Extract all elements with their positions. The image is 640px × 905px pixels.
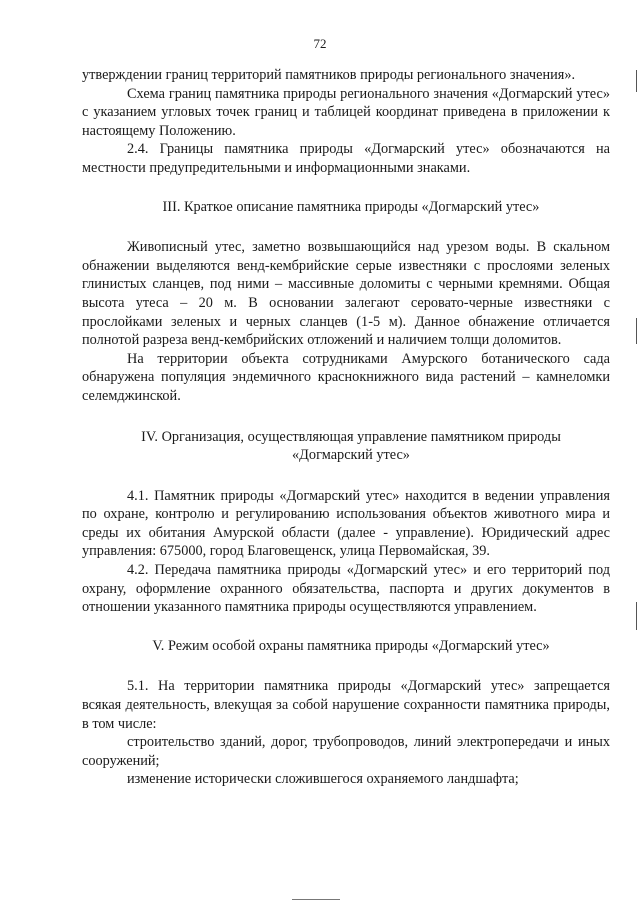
paragraph: На территории объекта сотрудниками Амурского ботанического сада обнаружена популяция эндемичного краснокнижного вида растений – камнеломки селемджинской. — [82, 350, 610, 404]
scan-edge-mark — [636, 70, 637, 92]
section-heading: V. Режим особой охраны памятника природы «Догмарский утес» — [152, 637, 550, 654]
paragraph: утверждении границ территорий памятников природы регионального значения». — [82, 67, 576, 83]
section-heading: III. Краткое описание памятника природы «Догмарский утес» — [162, 198, 540, 215]
paragraph: 5.1. На территории памятника природы «Догмарский утес» запрещается всякая деятельность, влекущая за собой нарушение сохранности памятника природы, в том числе: — [82, 678, 610, 732]
paragraph: Живописный утес, заметно возвышающийся над урезом воды. В скальном обнажении выделяются венд-кембрийские серые известняки с прослоями зеленых глинистых сланцев, под ними – массивные доломиты с черными кремнями. Общая высота утеса – 20 м. В основании залегают серовато-черные известняки с прослойками зеленых и черных сланцев (1-5 м). Данное обнажение отличается полнотой разреза венд-кембрийских отложений и наличием толщи доломитов. — [82, 239, 610, 349]
section-heading-line: IV. Организация, осуществляющая управление памятником природы — [141, 428, 561, 445]
paragraph: 4.2. Передача памятника природы «Догмарский утес» и его территорий под охрану, оформление охранного обязательства, паспорта и других документов в отношении указанного памятника природы осуществляются управлением. — [82, 562, 610, 616]
scan-edge-mark — [636, 602, 637, 630]
paragraph: 4.1. Памятник природы «Догмарский утес» находится в ведении управления по охране, контролю и регулированию использования объектов животного мира и среды их обитания Амурской области (далее - управление). Юридический адрес управления: 675000, город Благовещенск, улица Первомайская, 39. — [82, 487, 610, 560]
paragraph: изменение исторически сложившегося охраняемого ландшафта; — [127, 771, 519, 788]
document-body — [82, 66, 610, 789]
scan-edge-mark — [636, 318, 637, 344]
section-heading — [82, 428, 610, 465]
paragraph: Схема границ памятника природы регионального значения «Догмарский утес» с указанием угловых точек границ и таблицей координат приведена в приложении к настоящему Положению. — [82, 85, 610, 139]
paragraph: строительство зданий, дорог, трубопроводов, линий электропередачи и иных сооружений; — [82, 734, 610, 769]
scan-bottom-mark — [292, 899, 340, 900]
paragraph: 2.4. Границы памятника природы «Догмарский утес» обозначаются на местности предупредительными и информационными знаками. — [82, 141, 610, 176]
section-heading-line: «Догмарский утес» — [292, 447, 410, 464]
page-number: 72 — [313, 36, 327, 51]
